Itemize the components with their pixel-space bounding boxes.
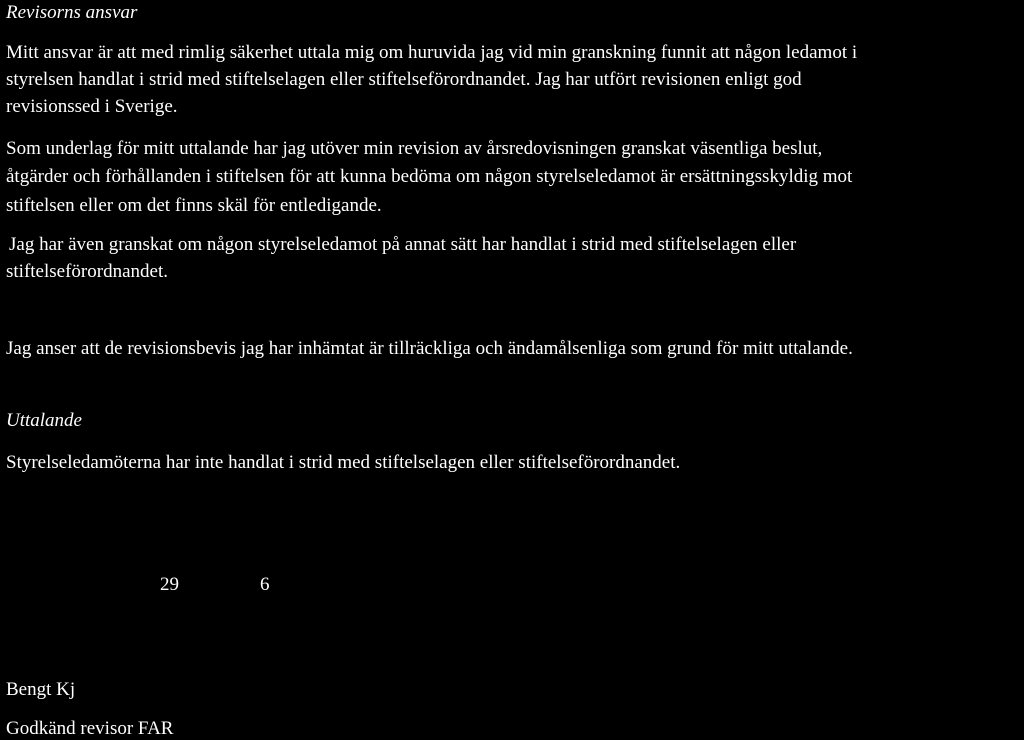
statement-text: Styrelseledamöterna har inte handlat i strid med stiftelselagen eller stiftelseförordnandet. bbox=[6, 452, 681, 473]
paragraph-3-line-1: Jag har även granskat om någon styrelseledamot på annat sätt har handlat i strid med stiftelselagen eller bbox=[9, 234, 797, 255]
heading-uttalande: Uttalande bbox=[6, 410, 82, 431]
paragraph-1-line-1: Mitt ansvar är att med rimlig säkerhet uttala mig om huruvida jag vid min granskning funnit att någon ledamot i bbox=[6, 42, 858, 63]
signer-name: Bengt Kj bbox=[6, 679, 76, 700]
paragraph-3-line-2: stiftelseförordnandet. bbox=[6, 261, 168, 282]
paragraph-2-line-2: åtgärder och förhållanden i stiftelsen för att kunna bedöma om någon styrelseledamot är ersättningsskyldig mot bbox=[6, 166, 853, 187]
date-month: 6 bbox=[260, 574, 270, 595]
heading-revisorns-ansvar: Revisorns ansvar bbox=[6, 2, 138, 23]
paragraph-4: Jag anser att de revisionsbevis jag har inhämtat är tillräckliga och ändamålsenliga som grund för mitt uttalande. bbox=[6, 338, 853, 359]
paragraph-1-line-2: styrelsen handlat i strid med stiftelselagen eller stiftelseförordnandet. Jag har utfört revisionen enligt god bbox=[6, 69, 802, 90]
date-day: 29 bbox=[160, 574, 179, 595]
paragraph-2-line-3: stiftelsen eller om det finns skäl för entledigande. bbox=[6, 195, 382, 216]
signer-title: Godkänd revisor FAR bbox=[6, 718, 174, 739]
paragraph-2-line-1: Som underlag för mitt uttalande har jag utöver min revision av årsredovisningen granskat väsentliga beslut, bbox=[6, 138, 823, 159]
paragraph-1-line-3: revisionssed i Sverige. bbox=[6, 96, 178, 117]
